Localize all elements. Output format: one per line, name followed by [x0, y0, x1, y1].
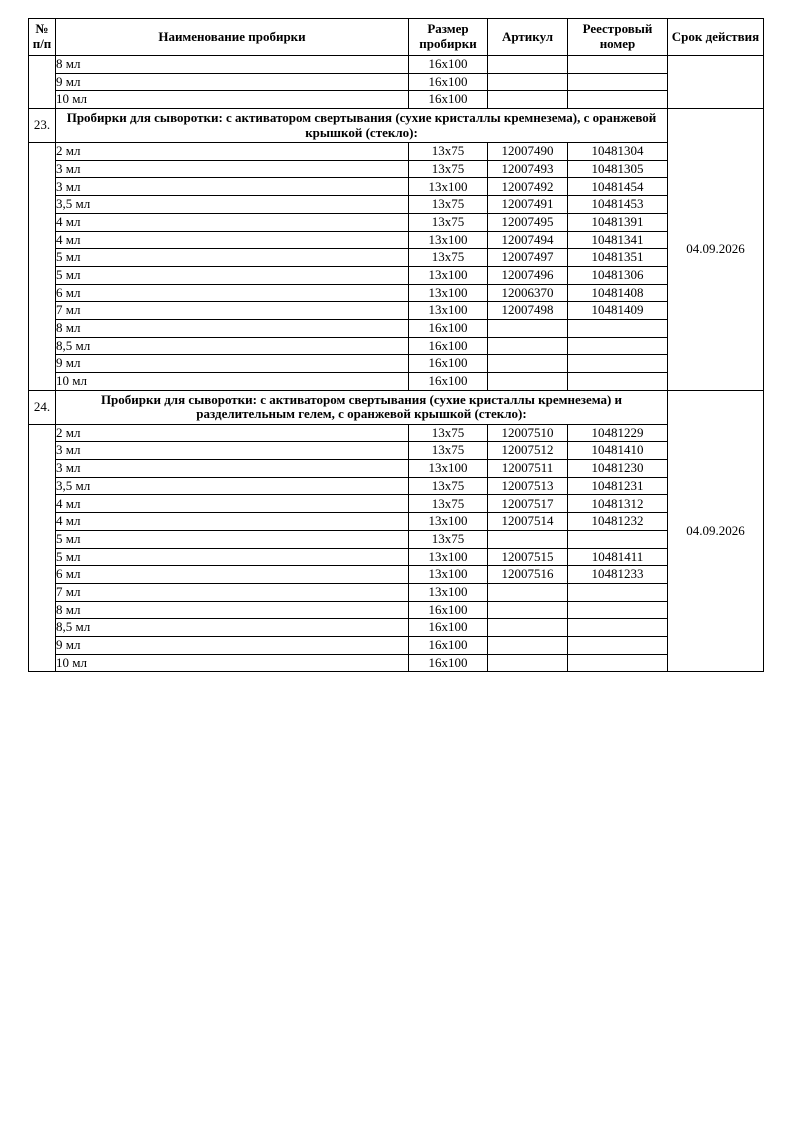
- column-header-1: Наименование пробирки: [56, 19, 409, 56]
- article-cell: 12007517: [488, 495, 568, 513]
- article-cell: [488, 355, 568, 373]
- table-row: [29, 601, 764, 619]
- table-row: [29, 178, 764, 196]
- row-number-cell-empty: [29, 424, 56, 672]
- tube-name-cell: 10 мл: [56, 373, 409, 391]
- table-row: [29, 196, 764, 214]
- table-row: [29, 231, 764, 249]
- tube-size-cell: 16x100: [409, 601, 488, 619]
- article-cell: 12007490: [488, 143, 568, 161]
- tube-name-cell: 3,5 мл: [56, 196, 409, 214]
- tube-size-cell: 13x100: [409, 266, 488, 284]
- article-cell: 12007495: [488, 213, 568, 231]
- table-row: [29, 548, 764, 566]
- tube-name-cell: 6 мл: [56, 284, 409, 302]
- column-header-4: Реестровый номер: [568, 19, 668, 56]
- tube-name-cell: 8 мл: [56, 319, 409, 337]
- registry-number-cell: 10481454: [568, 178, 668, 196]
- table-row: [29, 337, 764, 355]
- registry-number-cell: 10481232: [568, 513, 668, 531]
- registry-number-cell: 10481410: [568, 442, 668, 460]
- tube-size-cell: 13x75: [409, 143, 488, 161]
- registry-number-cell: 10481233: [568, 566, 668, 584]
- table-row: [29, 91, 764, 109]
- table-row: [29, 143, 764, 161]
- tube-name-cell: 4 мл: [56, 513, 409, 531]
- tube-size-cell: 13x75: [409, 442, 488, 460]
- registry-number-cell: [568, 619, 668, 637]
- table-row: [29, 477, 764, 495]
- tube-name-cell: 8,5 мл: [56, 619, 409, 637]
- table-row: [29, 249, 764, 267]
- tube-size-cell: 13x100: [409, 513, 488, 531]
- table-row: [29, 513, 764, 531]
- article-cell: 12007511: [488, 460, 568, 478]
- tube-size-cell: 16x100: [409, 91, 488, 109]
- table-row: [29, 460, 764, 478]
- tube-size-cell: 16x100: [409, 319, 488, 337]
- tube-size-cell: 13x100: [409, 284, 488, 302]
- row-number-cell-empty: [29, 56, 56, 109]
- registry-number-cell: [568, 91, 668, 109]
- tube-size-cell: 16x100: [409, 355, 488, 373]
- registry-number-cell: 10481453: [568, 196, 668, 214]
- table-row: [29, 619, 764, 637]
- tube-name-cell: 5 мл: [56, 530, 409, 548]
- tube-name-cell: 3 мл: [56, 460, 409, 478]
- table-row: [29, 530, 764, 548]
- table-row: [29, 160, 764, 178]
- expiry-date-cell: [668, 56, 764, 109]
- registry-number-cell: 10481391: [568, 213, 668, 231]
- registry-number-cell: [568, 601, 668, 619]
- table-row: [29, 56, 764, 74]
- tube-name-cell: 9 мл: [56, 636, 409, 654]
- table-row: [29, 495, 764, 513]
- article-cell: 12007514: [488, 513, 568, 531]
- tubes-registry-table: [28, 18, 764, 672]
- tube-size-cell: 16x100: [409, 56, 488, 74]
- tube-name-cell: 5 мл: [56, 548, 409, 566]
- tube-size-cell: 16x100: [409, 373, 488, 391]
- registry-number-cell: 10481341: [568, 231, 668, 249]
- tube-size-cell: 13x100: [409, 566, 488, 584]
- tube-name-cell: 4 мл: [56, 495, 409, 513]
- registry-number-cell: [568, 319, 668, 337]
- table-row: [29, 266, 764, 284]
- article-cell: [488, 337, 568, 355]
- article-cell: 12007498: [488, 302, 568, 320]
- registry-number-cell: [568, 373, 668, 391]
- tube-name-cell: 4 мл: [56, 213, 409, 231]
- table-row: [29, 654, 764, 672]
- article-cell: 12007491: [488, 196, 568, 214]
- tube-size-cell: 13x75: [409, 196, 488, 214]
- table-row: [29, 355, 764, 373]
- tube-size-cell: 16x100: [409, 654, 488, 672]
- article-cell: 12006370: [488, 284, 568, 302]
- tube-size-cell: 13x75: [409, 249, 488, 267]
- article-cell: 12007497: [488, 249, 568, 267]
- article-cell: [488, 91, 568, 109]
- section-title: Пробирки для сыворотки: с активатором свертывания (сухие кристаллы кремнезема) и разделительным гелем, с оранжевой крышкой (стекло):: [56, 390, 668, 424]
- section-number: 24.: [29, 390, 56, 424]
- registry-number-cell: [568, 636, 668, 654]
- table-row: [29, 442, 764, 460]
- table-row: [29, 73, 764, 91]
- article-cell: 12007515: [488, 548, 568, 566]
- article-cell: 12007510: [488, 424, 568, 442]
- tube-name-cell: 5 мл: [56, 249, 409, 267]
- tube-name-cell: 8,5 мл: [56, 337, 409, 355]
- tube-size-cell: 13x75: [409, 495, 488, 513]
- registry-number-cell: 10481351: [568, 249, 668, 267]
- tube-name-cell: 8 мл: [56, 56, 409, 74]
- tube-name-cell: 2 мл: [56, 143, 409, 161]
- table-row: [29, 302, 764, 320]
- tube-size-cell: 13x100: [409, 178, 488, 196]
- tube-name-cell: 3 мл: [56, 442, 409, 460]
- registry-number-cell: 10481304: [568, 143, 668, 161]
- registry-number-cell: [568, 73, 668, 91]
- article-cell: [488, 636, 568, 654]
- tube-size-cell: 13x75: [409, 530, 488, 548]
- tube-name-cell: 2 мл: [56, 424, 409, 442]
- tube-name-cell: 4 мл: [56, 231, 409, 249]
- article-cell: 12007492: [488, 178, 568, 196]
- article-cell: [488, 319, 568, 337]
- expiry-date-cell: 04.09.2026: [668, 390, 764, 672]
- registry-number-cell: 10481312: [568, 495, 668, 513]
- registry-number-cell: 10481230: [568, 460, 668, 478]
- section-title: Пробирки для сыворотки: с активатором свертывания (сухие кристаллы кремнезема), с оранжевой крышкой (стекло):: [56, 109, 668, 143]
- registry-number-cell: 10481305: [568, 160, 668, 178]
- tube-name-cell: 9 мл: [56, 355, 409, 373]
- column-header-2: Размер пробирки: [409, 19, 488, 56]
- table-row: [29, 284, 764, 302]
- article-cell: [488, 583, 568, 601]
- tube-size-cell: 13x75: [409, 160, 488, 178]
- article-cell: 12007516: [488, 566, 568, 584]
- tube-name-cell: 7 мл: [56, 302, 409, 320]
- tube-name-cell: 10 мл: [56, 91, 409, 109]
- column-header-3: Артикул: [488, 19, 568, 56]
- tube-name-cell: 3 мл: [56, 160, 409, 178]
- section-number: 23.: [29, 109, 56, 143]
- registry-number-cell: [568, 530, 668, 548]
- registry-number-cell: 10481409: [568, 302, 668, 320]
- table-row: [29, 566, 764, 584]
- tube-name-cell: 6 мл: [56, 566, 409, 584]
- tube-size-cell: 13x100: [409, 548, 488, 566]
- table-row: [29, 319, 764, 337]
- tube-size-cell: 16x100: [409, 337, 488, 355]
- tube-size-cell: 13x100: [409, 583, 488, 601]
- article-cell: 12007512: [488, 442, 568, 460]
- tube-name-cell: 3,5 мл: [56, 477, 409, 495]
- tube-size-cell: 13x100: [409, 460, 488, 478]
- table-header: [29, 19, 764, 56]
- article-cell: [488, 373, 568, 391]
- registry-number-cell: [568, 583, 668, 601]
- tube-name-cell: 3 мл: [56, 178, 409, 196]
- registry-number-cell: 10481411: [568, 548, 668, 566]
- table-header-row: [29, 19, 764, 56]
- registry-number-cell: [568, 56, 668, 74]
- table-row: [29, 373, 764, 391]
- registry-number-cell: 10481408: [568, 284, 668, 302]
- article-cell: 12007494: [488, 231, 568, 249]
- expiry-date-cell: 04.09.2026: [668, 109, 764, 391]
- table-row: [29, 213, 764, 231]
- tube-name-cell: 8 мл: [56, 601, 409, 619]
- registry-number-cell: 10481231: [568, 477, 668, 495]
- table-row: [29, 583, 764, 601]
- tube-name-cell: 7 мл: [56, 583, 409, 601]
- tube-size-cell: 13x100: [409, 231, 488, 249]
- article-cell: [488, 530, 568, 548]
- tube-size-cell: 13x75: [409, 477, 488, 495]
- column-header-0: № п/п: [29, 19, 56, 56]
- table-row: [29, 424, 764, 442]
- registry-number-cell: 10481229: [568, 424, 668, 442]
- article-cell: [488, 601, 568, 619]
- tube-size-cell: 16x100: [409, 636, 488, 654]
- article-cell: [488, 73, 568, 91]
- article-cell: 12007496: [488, 266, 568, 284]
- table-row: [29, 636, 764, 654]
- tube-size-cell: 13x75: [409, 213, 488, 231]
- tube-size-cell: 16x100: [409, 73, 488, 91]
- tube-size-cell: 13x75: [409, 424, 488, 442]
- registry-number-cell: [568, 654, 668, 672]
- registry-number-cell: [568, 355, 668, 373]
- column-header-5: Срок действия: [668, 19, 764, 56]
- tube-name-cell: 10 мл: [56, 654, 409, 672]
- registry-number-cell: 10481306: [568, 266, 668, 284]
- tube-name-cell: 5 мл: [56, 266, 409, 284]
- table-body: [29, 56, 764, 672]
- article-cell: [488, 619, 568, 637]
- section-header-row: [29, 390, 764, 424]
- article-cell: 12007513: [488, 477, 568, 495]
- row-number-cell-empty: [29, 143, 56, 391]
- article-cell: [488, 654, 568, 672]
- section-header-row: [29, 109, 764, 143]
- tube-size-cell: 16x100: [409, 619, 488, 637]
- article-cell: [488, 56, 568, 74]
- article-cell: 12007493: [488, 160, 568, 178]
- tube-name-cell: 9 мл: [56, 73, 409, 91]
- registry-number-cell: [568, 337, 668, 355]
- tube-size-cell: 13x100: [409, 302, 488, 320]
